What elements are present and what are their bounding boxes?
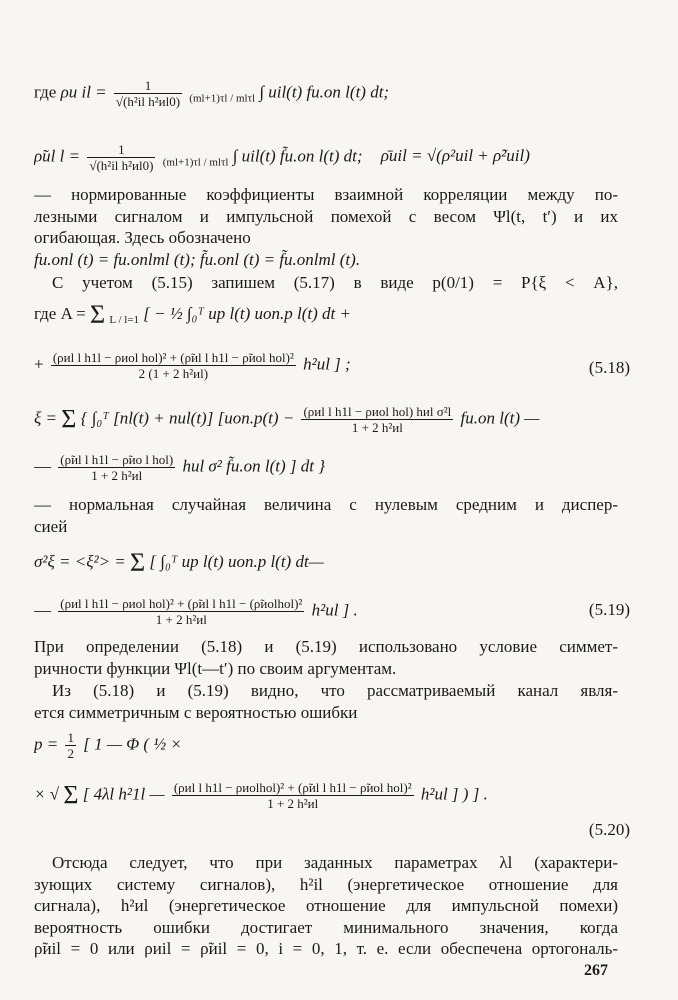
eq-xi-tail: fи.оп l(t) — [460, 408, 540, 428]
eq-xi-fraction [301, 404, 453, 435]
equation-5-20-line2: × √ Σ [ 4λl h²1l — $\frac{\text{(ρиl l h1l − ρиolhol)² + (ρ̃иl l h1l − ρ̃иol hol)²}}{\text{1 + 2 h²иl}}$ h²иl ] ) ] . [34, 780, 488, 811]
eq519-part1: [ ∫₀ᵀ up l(t) uоп.р l(t) dt— [149, 552, 324, 571]
eq-tilde-frac-num: 1 [87, 142, 155, 158]
eq518-fraction [51, 350, 296, 381]
text-line: Отсюда следует, что при заданных параметрах λl (характери- [52, 853, 618, 872]
page-number: 267 [584, 962, 608, 979]
eq518-tail: h²иl ] ; [303, 354, 351, 374]
eq520-lhs: p = [34, 734, 59, 754]
eq-xi-fraction-2 [58, 452, 175, 483]
equation-xi-line1: ξ = Σ { ∫₀ᵀ [nl(t) + nиl(t)] [uоп.р(t) − $\frac{\text{(ρиl l h1l − ρиol hol) hиl σ²l}}{\text{1 + 2 h²иl}}$ fи.оп l(t) — [34, 404, 540, 435]
eq-xi-frac-num: (ρиl l h1l − ρиol hol) hиl σ²l [303, 404, 452, 419]
equation-rho-tilde [34, 142, 624, 173]
equation-5-20-line1: p = $\frac{1}{2}$ [ 1 — Φ ( ½ × [34, 730, 182, 761]
equation-5-18-line2: + $\frac{\text{(ρиl l h1l − ρиol hol)² + (ρ̃иl l h1l − ρ̃иol hol)²}}{\text{2 (1 + 2 h²иl)}}$ h²иl ] ; [34, 350, 351, 381]
text-line: сигнала), h²иl (энергетическое отношение для импульсной помехи) [34, 896, 618, 915]
eq-tilde-frac-den: √(h²il h²иl0) [89, 158, 154, 173]
eq519-frac-num: (ρиl l h1l − ρиol hol)² + (ρ̃иl l h1l − (ρ̃иolhol)² [60, 596, 303, 611]
eq-xi-part2-tail: hиl σ² f̃и.оп l(t) ] dt } [182, 456, 326, 476]
eq519-tail: h²иl ] . [311, 600, 358, 620]
equation-5-18-line1 [34, 304, 624, 330]
eq518-part1: [ − ½ ∫₀ᵀ up l(t) uоп.р l(t) dt + [143, 304, 351, 323]
text-line: зующих систему сигналов), h²il (энергетическое отношение для [34, 874, 618, 894]
eq-xi-lhs: ξ = [34, 408, 58, 428]
equation-xi-line2: — $\frac{\text{(ρ̃иl l h1l − ρ̃иo l hol)}}{\text{1 + 2 h²иl}}$ hиl σ² f̃и.оп l(t) ] dt } [34, 452, 326, 483]
text-line: Из (5.18) и (5.19) видно, что рассматриваемый канал явля- [52, 681, 618, 700]
eq520-inner: [ 4λl h²1l — [82, 784, 165, 804]
notation-line: fи.опl (t) = fи.опlml (t); f̃и.опl (t) = f̃и.опlml (t). [34, 250, 361, 269]
text-line: вероятность ошибки достигает минимального значения, когда [34, 917, 618, 937]
eq-rho-frac-den: √(h²il h²иl0) [115, 94, 181, 109]
eq-tilde-lhs: ρ̃иl l = [34, 146, 81, 166]
text-line: При определении (5.18) и (5.19) использовано условие симмет- [34, 637, 618, 656]
equation-rho-definition [34, 78, 624, 109]
eq520-part1: [ 1 — Φ ( ½ × [83, 734, 182, 754]
eq-tilde-int-limits: (ml+1)τl / mlτl [162, 156, 229, 169]
text-line: — нормальная случайная величина с нулевым средним и диспер- [34, 495, 618, 514]
eq518-frac-den: 2 (1 + 2 h²иl) [138, 366, 209, 381]
eq-rho-int-limits: (ml+1)τl / mlτl [189, 92, 256, 105]
equation-number-5-20: (5.20) [588, 820, 630, 839]
eq-xi-frac-den: 1 + 2 h²иl [351, 420, 403, 435]
eq520-sqrt-lead: × √ [34, 784, 60, 804]
text-line: сией [34, 516, 68, 536]
paragraph-5 [34, 680, 618, 723]
equation-number-5-18: (5.18) [588, 358, 630, 377]
text-line: ется симметричным с вероятностью ошибки [34, 702, 358, 722]
text-line: ρ̃иil = 0 или ρиil = ρ̃иil = 0, i = 0, 1, т. е. если обеспечена ортогональ- [34, 939, 618, 958]
eq518-sum: Σ [90, 304, 106, 329]
eq520-frac-num: (ρиl l h1l − ρиolhol)² + (ρ̃иl l h1l − ρ̃иol hol)² [173, 780, 412, 795]
equation-number-5-19: (5.19) [588, 600, 630, 619]
paragraph-4 [34, 636, 618, 679]
eq518-lead: где A = [34, 304, 86, 323]
eq-tilde-norm: ρ̄иil = √(ρ²иil + ρ̃²иil) [380, 146, 530, 166]
paragraph-6 [34, 852, 618, 960]
eq519-fraction [58, 596, 304, 627]
eq-xi-part1: { ∫₀ᵀ [nl(t) + nиl(t)] [uоп.р(t) − [80, 408, 295, 428]
eq518-frac-num: (ρиl l h1l − ρиol hol)² + (ρ̃иl l h1l − ρ̃иol hol)² [52, 350, 294, 365]
text-line: лезными сигналом и импульсной помехой с весом Ψl(t, t′) и их [34, 206, 618, 226]
eq519-frac-den: 1 + 2 h²иl [155, 612, 207, 627]
eq-rho-frac-num: 1 [114, 78, 182, 94]
equation-5-19-line2: — $\frac{\text{(ρиl l h1l − ρиol hol)² + (ρ̃иl l h1l − (ρ̃иolhol)²}}{\text{1 + 2 h²иl}}$ h²иl ] . [34, 596, 358, 627]
eq520-fraction [172, 780, 414, 811]
eq-xi-frac2-den: 1 + 2 h²иl [91, 468, 143, 483]
text-line: огибающая. Здесь обозначено [34, 228, 251, 247]
paragraph-3 [34, 494, 618, 537]
eq519-lhs: σ²ξ = <ξ²> = [34, 552, 126, 571]
eq520-tail: h²иl ] ) ] . [420, 784, 488, 804]
eq-lead-word: где [34, 82, 57, 102]
eq-rho-lhs: ρи il = [60, 82, 107, 102]
paragraph-2 [34, 272, 618, 294]
eq-rho-fraction [114, 78, 182, 109]
paragraph-1 [34, 184, 618, 249]
eq-xi-frac2-num: (ρ̃иl l h1l − ρ̃иo l hol) [60, 452, 174, 467]
eq-tilde-rhs: ∫ uil(t) f̃и.оп l(t) dt; [232, 146, 363, 166]
equation-5-19-line1: σ²ξ = <ξ²> = Σ [ ∫₀ᵀ up l(t) uоп.р l(t) dt— [34, 552, 324, 573]
text-line: ричности функции Ψl(t—t′) по своим аргументам. [34, 658, 397, 678]
eq518-sum-limits: L / l=1 [109, 314, 140, 326]
text-line: — нормированные коэффициенты взаимной корреляции между по- [34, 185, 618, 204]
eq-rho-rhs: ∫ uil(t) fи.оп l(t) dt; [259, 82, 390, 102]
text-line: С учетом (5.15) запишем (5.17) в виде p(0/1) = P{ξ < A}, [52, 273, 618, 292]
eq520-frac-den: 1 + 2 h²иl [267, 796, 319, 811]
eq-tilde-fraction [87, 142, 155, 173]
